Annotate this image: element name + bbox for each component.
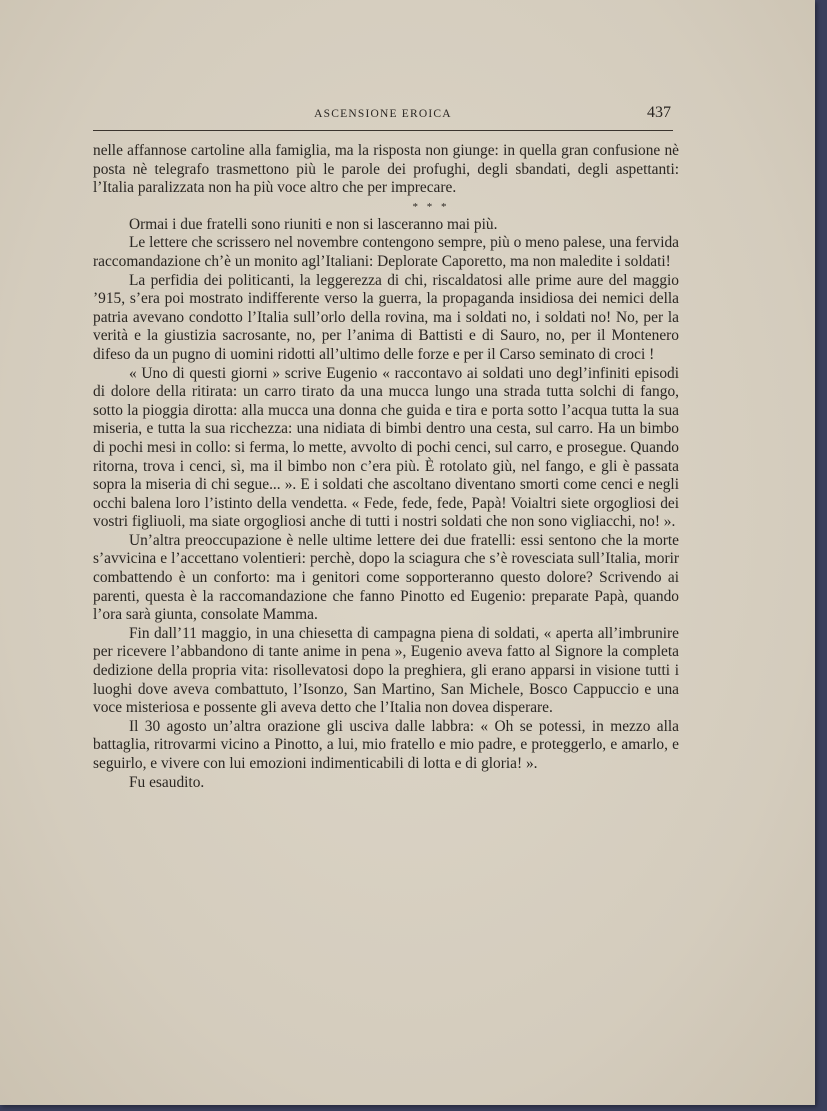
section-separator: * * * [412, 200, 450, 213]
paragraph-5: « Uno di questi giorni » scrive Eugenio « raccontavo ai soldati uno degl’infiniti episodi di dolore della ritirata: un carro tirato da una mucca lungo una strada tutta solchi di fango, sotto la pioggia dirotta: alla mucca una donna che guida e tira e porta sotto l’acqua tutta la sua miseria, e tutta la sua ricchezza: una nidiata di bimbi dentro una cesta, sul carro. Ha un bimbo di pochi mesi in collo: si ferma, lo mette, avvolto di pochi cenci, sul carro, e prosegue. Quando ritorna, trova i cenci, sì, ma il bimbo non c’era più. È rotolato giù, nel fango, e gli è passata sopra la miseria di chi segue... ». E i soldati che ascoltano diventano smorti come cenci e negli occhi balena loro l’istinto della vendetta. « Fede, fede, fede, Papà! Voialtri siete orgogliosi dei vostri figliuoli, ma siate orgogliosi anche di tutti i nostri soldati che non sono vigliacchi, no! ». [93, 364, 679, 531]
page-header [93, 104, 673, 131]
paragraph-7: Fin dall’11 maggio, in una chiesetta di campagna piena di soldati, « aperta all’imbrunire per ricevere l’abbandono di tante anime in pena », Eugenio aveva fatto al Signore la completa dedizione della propria vita: risollevatosi dopo la preghiera, gli erano apparsi in visione tutti i luoghi dove aveva combattuto, l’Isonzo, San Martino, San Michele, Bosco Cappuccio e una voce misteriosa e possente gli aveva detto che l’Italia non dovea disperare. [93, 624, 679, 717]
paragraph-8: Il 30 agosto un’altra orazione gli usciva dalle labbra: « Oh se potessi, in mezzo alla battaglia, ritrovarmi vicino a Pinotto, a lui, mio fratello e mio padre, e proteggerlo, e amarlo, e seguirlo, e vivere con lui emozioni indimenticabili di lotta e di gloria! ». [93, 717, 679, 772]
page-number: 437 [647, 104, 671, 121]
paragraph-1: nelle affannose cartoline alla famiglia, ma la risposta non giunge: in quella gran confusione nè posta nè telegrafo trasmettono più le parole dei profughi, degli sbandati, degli aspettanti: l’Italia paralizzata non ha più voce altro che per imprecare. [93, 142, 679, 197]
paragraph-3: Le lettere che scrissero nel novembre contengono sempre, più o meno palese, una fervida raccomandazione ch’è un monito agl’Italiani: Deplorate Caporetto, ma non maledite i soldati! [93, 234, 680, 270]
paragraph-2: Ormai i due fratelli sono riuniti e non si lasceranno mai più. [129, 215, 498, 233]
body-text [93, 142, 679, 792]
paragraph-4: La perfidia dei politicanti, la leggerezza di chi, riscaldatosi alle prime aure del maggio ’915, s’era poi mostrato indifferente verso la guerra, la propaganda insidiosa dei nemici della patria avevano condotto l’Italia sull’orlo della rovina, ma i soldati no, i soldati no! No, per la verità e la giustizia sacrosante, no, per l’anima di Battisti e di Sauro, no, per il Montenero difeso da un pugno di uomini ridotti all’ultimo delle forze e per il Carso seminato di croci ! [93, 271, 679, 363]
running-title: ASCENSIONE EROICA [314, 108, 452, 120]
paragraph-6: Un’altra preoccupazione è nelle ultime lettere dei due fratelli: essi sentono che la morte s’avvicina e l’accettano volentieri: perchè, dopo la sciagura che s’è rovesciata sull’Italia, morir combattendo è un conforto: ma i genitori come sopporteranno questo dolore? Scrivendo ai parenti, questa è la raccomandazione che fanno Pinotto ed Eugenio: preparate Papà, quando l’ora sarà giunta, consolate Mamma. [93, 531, 679, 624]
paragraph-9: Fu esaudito. [129, 773, 205, 791]
